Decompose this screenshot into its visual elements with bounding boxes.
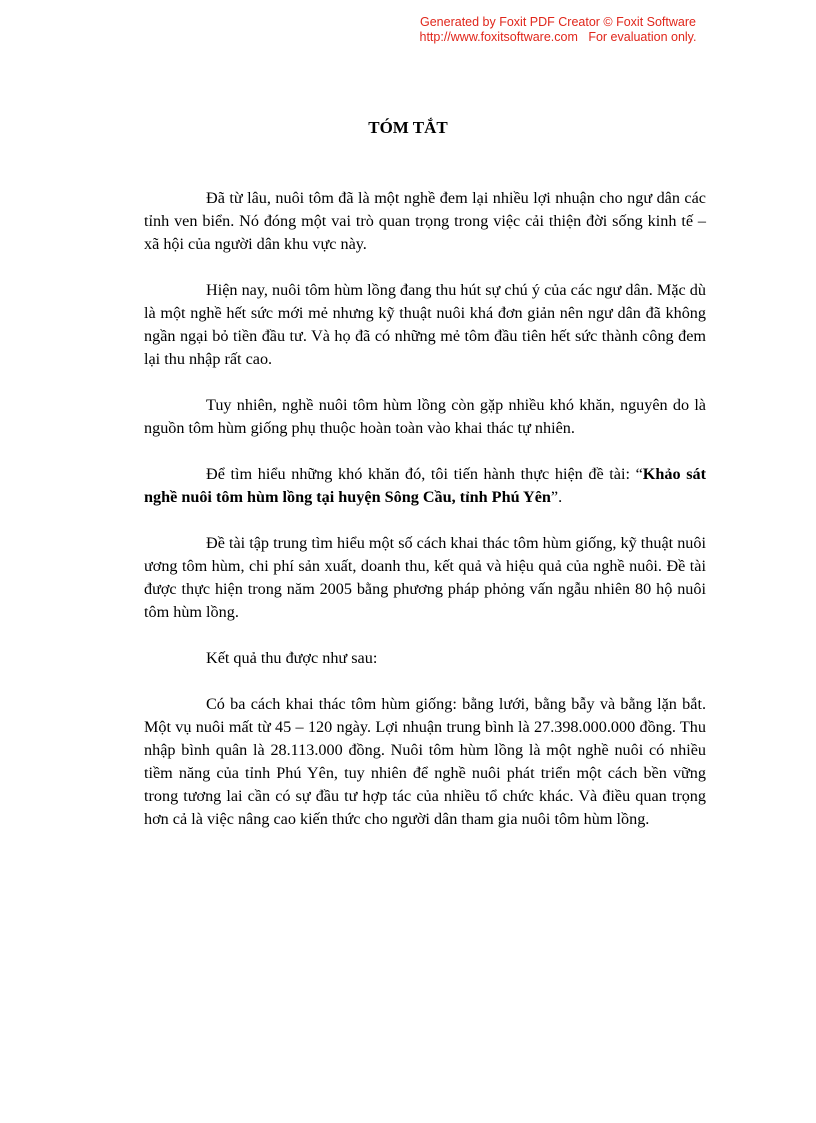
topic-title: Khảo sát nghề nuôi tôm hùm lồng tại huyện Sông Cầu, tỉnh Phú Yên: [144, 465, 706, 506]
evaluation-watermark: [400, 15, 716, 45]
page-title: TÓM TẮT: [368, 118, 448, 137]
watermark-url: http://www.foxitsoftware.com: [419, 30, 578, 44]
paragraph-results: Có ba cách khai thác tôm hùm giống: bằng lưới, bằng bẫy và bằng lặn bắt. Một vụ nuôi mất từ 45 – 120 ngày. Lợi nhuận trung bình là 27.398.000.000 đồng. Thu nhập bình quân là 28.113.000 đồng. Nuôi tôm hùm lồng là một nghề nuôi có nhiều tiềm năng của tỉnh Phú Yên, tuy nhiên để nghề nuôi phát triển một cách bền vững trong tương lai cần có sự đầu tư hợp tác của nhiều tổ chức khác. Và điều quan trọng hơn cả là việc nâng cao kiến thức cho người dân tham gia nuôi tôm hùm lồng.: [144, 695, 706, 828]
paragraph-intro: Đã từ lâu, nuôi tôm đã là một nghề đem lại nhiều lợi nhuận cho ngư dân các tỉnh ven biển. Nó đóng một vai trò quan trọng trong việc cải thiện đời sống kinh tế – xã hội của người dân khu vực này.: [144, 189, 706, 253]
watermark-note: For evaluation only.: [588, 30, 697, 44]
summary-body: [144, 187, 706, 854]
paragraph-topic: [144, 463, 706, 509]
topic-lead-text: Để tìm hiểu những khó khăn đó, tôi tiến hành thực hiện đề tài: “: [206, 465, 643, 483]
paragraph-scope: Đề tài tập trung tìm hiểu một số cách khai thác tôm hùm giống, kỹ thuật nuôi ương tôm hùm, chi phí sản xuất, doanh thu, kết quả và hiệu quả của nghề nuôi. Đề tài được thực hiện trong năm 2005 bằng phương pháp phỏng vấn ngẫu nhiên 80 hộ nuôi tôm hùm lồng.: [144, 534, 706, 621]
watermark-url-line: [400, 30, 716, 45]
topic-closing-text: ”.: [550, 488, 563, 506]
paragraph-results-lead: Kết quả thu được như sau:: [206, 649, 378, 667]
paragraph-difficulties: Tuy nhiên, nghề nuôi tôm hùm lồng còn gặp nhiều khó khăn, nguyên do là nguồn tôm hùm giống phụ thuộc hoàn toàn vào khai thác tự nhiên.: [144, 396, 706, 437]
watermark-generator-line: Generated by Foxit PDF Creator © Foxit Software: [420, 15, 696, 29]
paragraph-current-situation: Hiện nay, nuôi tôm hùm lồng đang thu hút sự chú ý của các ngư dân. Mặc dù là một nghề hết sức mới mẻ nhưng kỹ thuật nuôi khá đơn giản nên ngư dân đã không ngần ngại bỏ tiền đầu tư. Và họ đã có những mẻ tôm đầu tiên hết sức thành công đem lại thu nhập rất cao.: [144, 281, 706, 368]
